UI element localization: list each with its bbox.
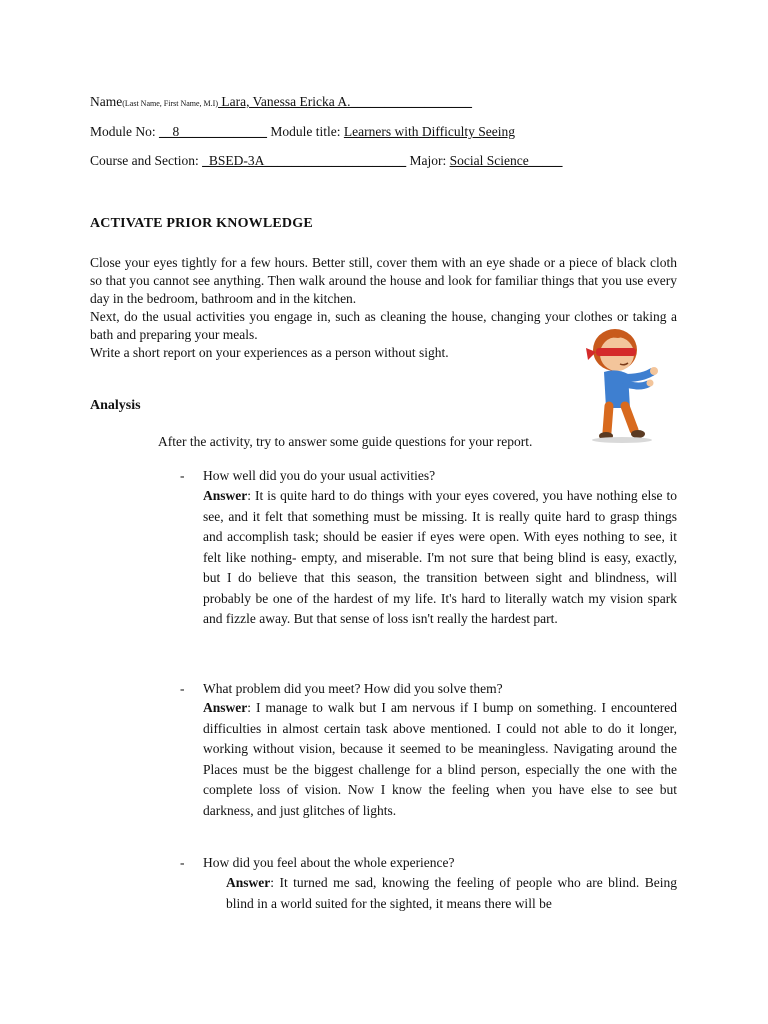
intro-paragraph-2: Next, do the usual activities you engage in, such as cleaning the house, changing your clothes or taking a bath and preparing your meals.	[90, 309, 677, 342]
guide-text: After the activity, try to answer some guide questions for your report.	[158, 434, 533, 449]
answer-label: Answer	[203, 700, 248, 715]
major-value: Social Science_____	[449, 153, 563, 168]
answer-1	[203, 486, 677, 630]
course-field	[90, 153, 562, 169]
question-1-text: How well did you do your usual activities?	[203, 468, 436, 483]
name-label: Name	[90, 94, 123, 109]
major-label: Major:	[406, 153, 450, 168]
answer-2-text: : I manage to walk but I am nervous if I bump on something. I encountered difficulties in almost certain task above mentioned. I could not able to do it longer, working without vision, because it seemed to be meaningless. Navigating around the Places must be the biggest challenge for a blind person, especially the one with the complete loss of vision. Now I know the feeling when you have else to see but darkness, and just glitches of lights.	[203, 700, 677, 818]
course-label: Course and Section:	[90, 153, 203, 168]
blindfolded-child-illustration	[582, 326, 664, 444]
module-title-label: Module title:	[267, 124, 344, 139]
module-no-value: __8_____________	[159, 124, 267, 139]
course-value: _BSED-3A_____________________	[202, 153, 407, 168]
name-value: Lara, Vanessa Ericka A.__________________	[218, 94, 472, 109]
module-field	[90, 124, 515, 140]
answer-3-text: : It turned me sad, knowing the feeling of people who are blind. Being blind in a world suited for the sighted, it means there will be	[226, 875, 677, 911]
bullet-dash: -	[180, 468, 185, 483]
answer-label: Answer	[226, 875, 271, 890]
answer-3	[226, 873, 677, 914]
question-3-text: How did you feel about the whole experience?	[203, 855, 455, 870]
bullet-dash: -	[180, 681, 185, 696]
module-title-value: Learners with Difficulty Seeing	[343, 124, 515, 139]
answer-label: Answer	[203, 488, 248, 503]
intro-paragraph-3: Write a short report on your experiences as a person without sight.	[90, 345, 449, 360]
answer-2	[203, 698, 677, 821]
name-field	[90, 94, 472, 110]
analysis-title: Analysis	[90, 398, 141, 413]
intro-paragraph-1: Close your eyes tightly for a few hours. Better still, cover them with an eye shade or a piece of black cloth so that you cannot see anything. Then walk around the house and look for familiar things that you use every day in the bedroom, bathroom and in the kitchen.	[90, 255, 677, 306]
answer-1-text: : It is quite hard to do things with your eyes covered, you have nothing else to see, and it felt that something must be missing. It is really quite hard to grasp things and accomplish task; should be easier if eyes were open. With eyes nothing to see, it felt like nothing- empty, and miserable. I'm not sure that being blind is easy, exactly, but I do believe that this season, the transition between sight and blindness, will probably be one of the hardest of my life. It's hard to literally watch my vision spark and fizzle away. But that sense of loss isn't really the hardest part.	[203, 488, 677, 626]
module-no-label: Module No:	[90, 124, 159, 139]
question-2-text: What problem did you meet? How did you solve them?	[203, 681, 503, 696]
name-hint: (Last Name, First Name, M.I)	[122, 99, 218, 108]
bullet-dash: -	[180, 855, 185, 870]
section-title: ACTIVATE PRIOR KNOWLEDGE	[90, 216, 313, 231]
